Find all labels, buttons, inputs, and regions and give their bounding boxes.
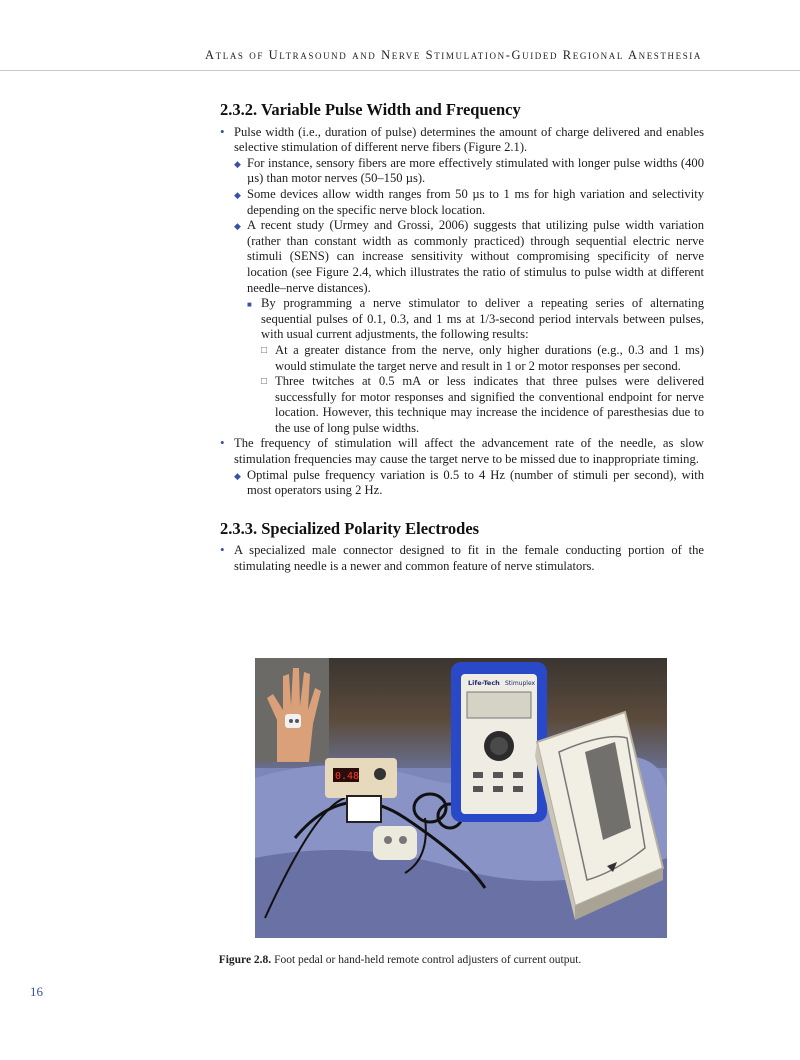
control-button bbox=[473, 772, 483, 778]
remote-body bbox=[373, 826, 417, 860]
remote-button bbox=[399, 836, 407, 844]
stimulator-display-value: 0.48 bbox=[335, 771, 360, 782]
figure-label: Figure 2.8. bbox=[218, 954, 272, 966]
blue-stimulator bbox=[451, 662, 547, 822]
list-item bbox=[261, 343, 704, 374]
bullet-list bbox=[220, 543, 704, 574]
control-button bbox=[473, 786, 483, 792]
remote-button bbox=[384, 836, 392, 844]
list-item bbox=[234, 218, 704, 436]
sub-list bbox=[261, 343, 704, 437]
list-item-text: At a greater distance from the nerve, only higher durations (e.g., 0.3 and 1 ms) would stimulate the target nerve and result in 1 or 2 motor responses per second. bbox=[275, 342, 704, 373]
list-item-text: A specialized male connector designed to fit in the female conducting portion of the stimulating needle is a newer and common feature of nerve stimulators. bbox=[234, 543, 704, 574]
sub-list bbox=[247, 296, 704, 436]
stimulator-knob bbox=[374, 768, 386, 780]
hand-remote-button bbox=[289, 719, 293, 723]
running-head: Atlas of Ultrasound and Nerve Stimulation-Guided Regional Anesthesia bbox=[205, 48, 702, 62]
hollow-square-bullet-icon: □ bbox=[261, 344, 268, 356]
list-item-text: Optimal pulse frequency variation is 0.5 to 4 Hz (number of stimuli per second), with most operators using 2 Hz. bbox=[247, 467, 704, 498]
list-item-text: Some devices allow width ranges from 50 µs to 1 ms for high variation and selectivity depending on the specific nerve block location. bbox=[247, 186, 704, 217]
sub-list bbox=[234, 468, 704, 499]
list-item bbox=[234, 468, 704, 499]
lcd-display bbox=[467, 692, 531, 718]
list-item bbox=[220, 125, 704, 437]
list-item-text: A recent study (Urmey and Grossi, 2006) suggests that utilizing pulse width variation (rather than constant width as commonly practiced) through sequential electric nerve stimuli (SENS) can increase sensitivity without compromising specificity of nerve location (see Figure 2.4, which illustrates the ratio of stimulus to pulse width at different needle–nerve distances). bbox=[247, 218, 704, 295]
diamond-bullet-icon: ◆ bbox=[234, 221, 241, 232]
section-heading: 2.3.2. Variable Pulse Width and Frequency bbox=[220, 100, 521, 119]
hollow-square-bullet-icon: □ bbox=[261, 376, 268, 388]
section-heading: 2.3.3. Specialized Polarity Electrodes bbox=[220, 518, 480, 538]
list-item bbox=[247, 296, 704, 436]
control-button bbox=[513, 786, 523, 792]
list-item-text: For instance, sensory fibers are more effectively stimulated with longer pulse widths (400 µs) than motor nerves (50–150 µs). bbox=[247, 155, 704, 186]
list-item-text: Pulse width (i.e., duration of pulse) determines the amount of charge delivered and enables selective stimulation of different nerve fibers (Figure 2.1). bbox=[234, 124, 704, 155]
hand-inset bbox=[255, 658, 329, 762]
control-button bbox=[493, 786, 503, 792]
control-button bbox=[513, 772, 523, 778]
control-button bbox=[493, 772, 503, 778]
diamond-bullet-icon: ◆ bbox=[234, 189, 241, 200]
bullet-dot-icon: • bbox=[220, 123, 225, 139]
brand-label: Life-Tech bbox=[468, 679, 500, 687]
list-item-text: Three twitches at 0.5 mA or less indicates that three pulses were delivered successfully for motor responses and signified the conventional endpoint for nerve location. However, this technique may increase the incidence of paresthesias due to the use of long pulse widths. bbox=[275, 374, 704, 435]
figure-caption bbox=[0, 954, 800, 966]
list-item bbox=[234, 156, 704, 187]
needle-holder bbox=[347, 796, 381, 822]
diamond-bullet-icon: ◆ bbox=[234, 158, 241, 169]
square-bullet-icon: ■ bbox=[247, 300, 252, 310]
list-item bbox=[220, 436, 704, 498]
figure-caption-text: Foot pedal or hand-held remote control adjusters of current output. bbox=[274, 954, 582, 966]
list-item-text: By programming a nerve stimulator to deliver a repeating series of alternating sequential pulses of 0.1, 0.3, and 1 ms at 1/3-second period intervals between pulses, with usual current adjustments, the following results: bbox=[261, 296, 704, 342]
bullet-dot-icon: • bbox=[220, 435, 225, 451]
header-rule bbox=[0, 70, 800, 71]
list-item-text: The frequency of stimulation will affect the advancement rate of the needle, as slow stimulation frequencies may cause the target nerve to be missed due to inappropriate timing. bbox=[234, 436, 704, 467]
bullet-dot-icon: • bbox=[220, 542, 225, 558]
model-label: Stimuplex bbox=[505, 680, 536, 687]
page-content bbox=[220, 92, 704, 575]
bullet-list bbox=[220, 125, 704, 499]
page-number: 16 bbox=[30, 984, 43, 999]
list-item bbox=[220, 543, 704, 574]
diamond-bullet-icon: ◆ bbox=[234, 470, 241, 481]
figure-illustration bbox=[255, 658, 667, 938]
hand-remote-button bbox=[295, 719, 299, 723]
list-item bbox=[261, 374, 704, 436]
current-knob-center bbox=[490, 737, 508, 755]
handheld-remote bbox=[373, 826, 417, 860]
sub-list bbox=[234, 156, 704, 437]
figure-photo bbox=[255, 658, 667, 938]
list-item bbox=[234, 187, 704, 218]
